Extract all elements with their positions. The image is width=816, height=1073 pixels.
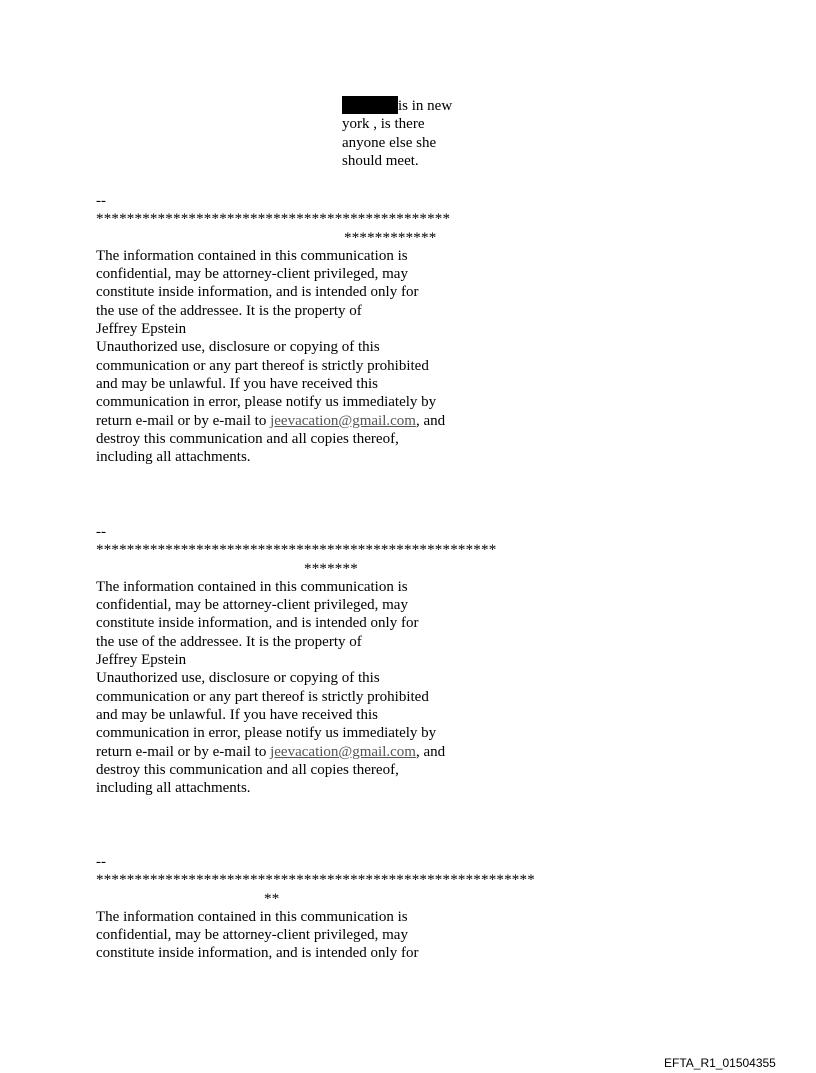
disclaimer-line: communication or any part thereof is strictly prohibited (96, 357, 429, 374)
disclaimer-line: communication in error, please notify us immediately by (96, 394, 437, 411)
signature-section-1 (96, 192, 656, 466)
stars-line-continued: ************ (344, 229, 437, 246)
document-id: EFTA_R1_01504355 (664, 1056, 776, 1070)
email-line-prefix: return e-mail or by e-mail to (96, 743, 271, 760)
closing-line: including all attachments. (96, 780, 251, 797)
email-line (96, 412, 656, 430)
message-block (342, 96, 502, 170)
message-text-1: is in new (398, 98, 453, 114)
closing-line: including all attachments. (96, 449, 251, 466)
email-line-suffix: , and (415, 743, 446, 760)
signature-section-2 (96, 523, 656, 797)
disclaimer-line: Unauthorized use, disclosure or copying of this (96, 339, 380, 356)
closing-line: destroy this communication and all copies thereof, (96, 430, 399, 447)
stars-line-continued: ******* (304, 560, 358, 577)
message-line-4: should meet. (342, 152, 419, 169)
email-link[interactable]: jeevacation@gmail.com (270, 743, 416, 760)
stars-line: **************************************************** (96, 542, 497, 559)
disclaimer-line: confidential, may be attorney-client privileged, may (96, 266, 408, 283)
dashes: -- (96, 193, 106, 209)
email-line (96, 743, 656, 761)
disclaimer-line: and may be unlawful. If you have received this (96, 706, 378, 723)
disclaimer-line: Jeffrey Epstein (96, 652, 187, 669)
disclaimer-line: and may be unlawful. If you have received this (96, 375, 378, 392)
email-link[interactable]: jeevacation@gmail.com (270, 412, 416, 429)
dashes: -- (96, 854, 106, 870)
disclaimer-line: the use of the addressee. It is the property of (96, 302, 362, 319)
email-line-suffix: , and (415, 412, 446, 429)
redaction-box (342, 96, 398, 114)
message-line-3: anyone else she (342, 134, 437, 151)
disclaimer-line: constitute inside information, and is intended only for (96, 945, 419, 962)
disclaimer-line: communication in error, please notify us immediately by (96, 725, 437, 742)
stars-line: ********************************************** (96, 211, 451, 228)
disclaimer-line: Jeffrey Epstein (96, 321, 187, 338)
disclaimer-line: The information contained in this communication is (96, 908, 408, 925)
email-line-prefix: return e-mail or by e-mail to (96, 412, 271, 429)
disclaimer-line: Unauthorized use, disclosure or copying of this (96, 670, 380, 687)
disclaimer-line: confidential, may be attorney-client privileged, may (96, 927, 408, 944)
disclaimer-line: The information contained in this communication is (96, 578, 408, 595)
signature-section-3 (96, 853, 656, 963)
disclaimer-line: communication or any part thereof is strictly prohibited (96, 688, 429, 705)
disclaimer-line: The information contained in this communication is (96, 247, 408, 264)
stars-line-continued: ** (264, 890, 280, 907)
message-line-2: york , is there (342, 116, 425, 133)
disclaimer-line: constitute inside information, and is intended only for (96, 615, 419, 632)
closing-line: destroy this communication and all copies thereof, (96, 761, 399, 778)
disclaimer-line: confidential, may be attorney-client privileged, may (96, 597, 408, 614)
disclaimer-line: the use of the addressee. It is the property of (96, 633, 362, 650)
stars-line: ********************************************************* (96, 872, 535, 889)
message-line-1 (342, 96, 502, 115)
dashes: -- (96, 524, 106, 540)
disclaimer-line: constitute inside information, and is intended only for (96, 284, 419, 301)
